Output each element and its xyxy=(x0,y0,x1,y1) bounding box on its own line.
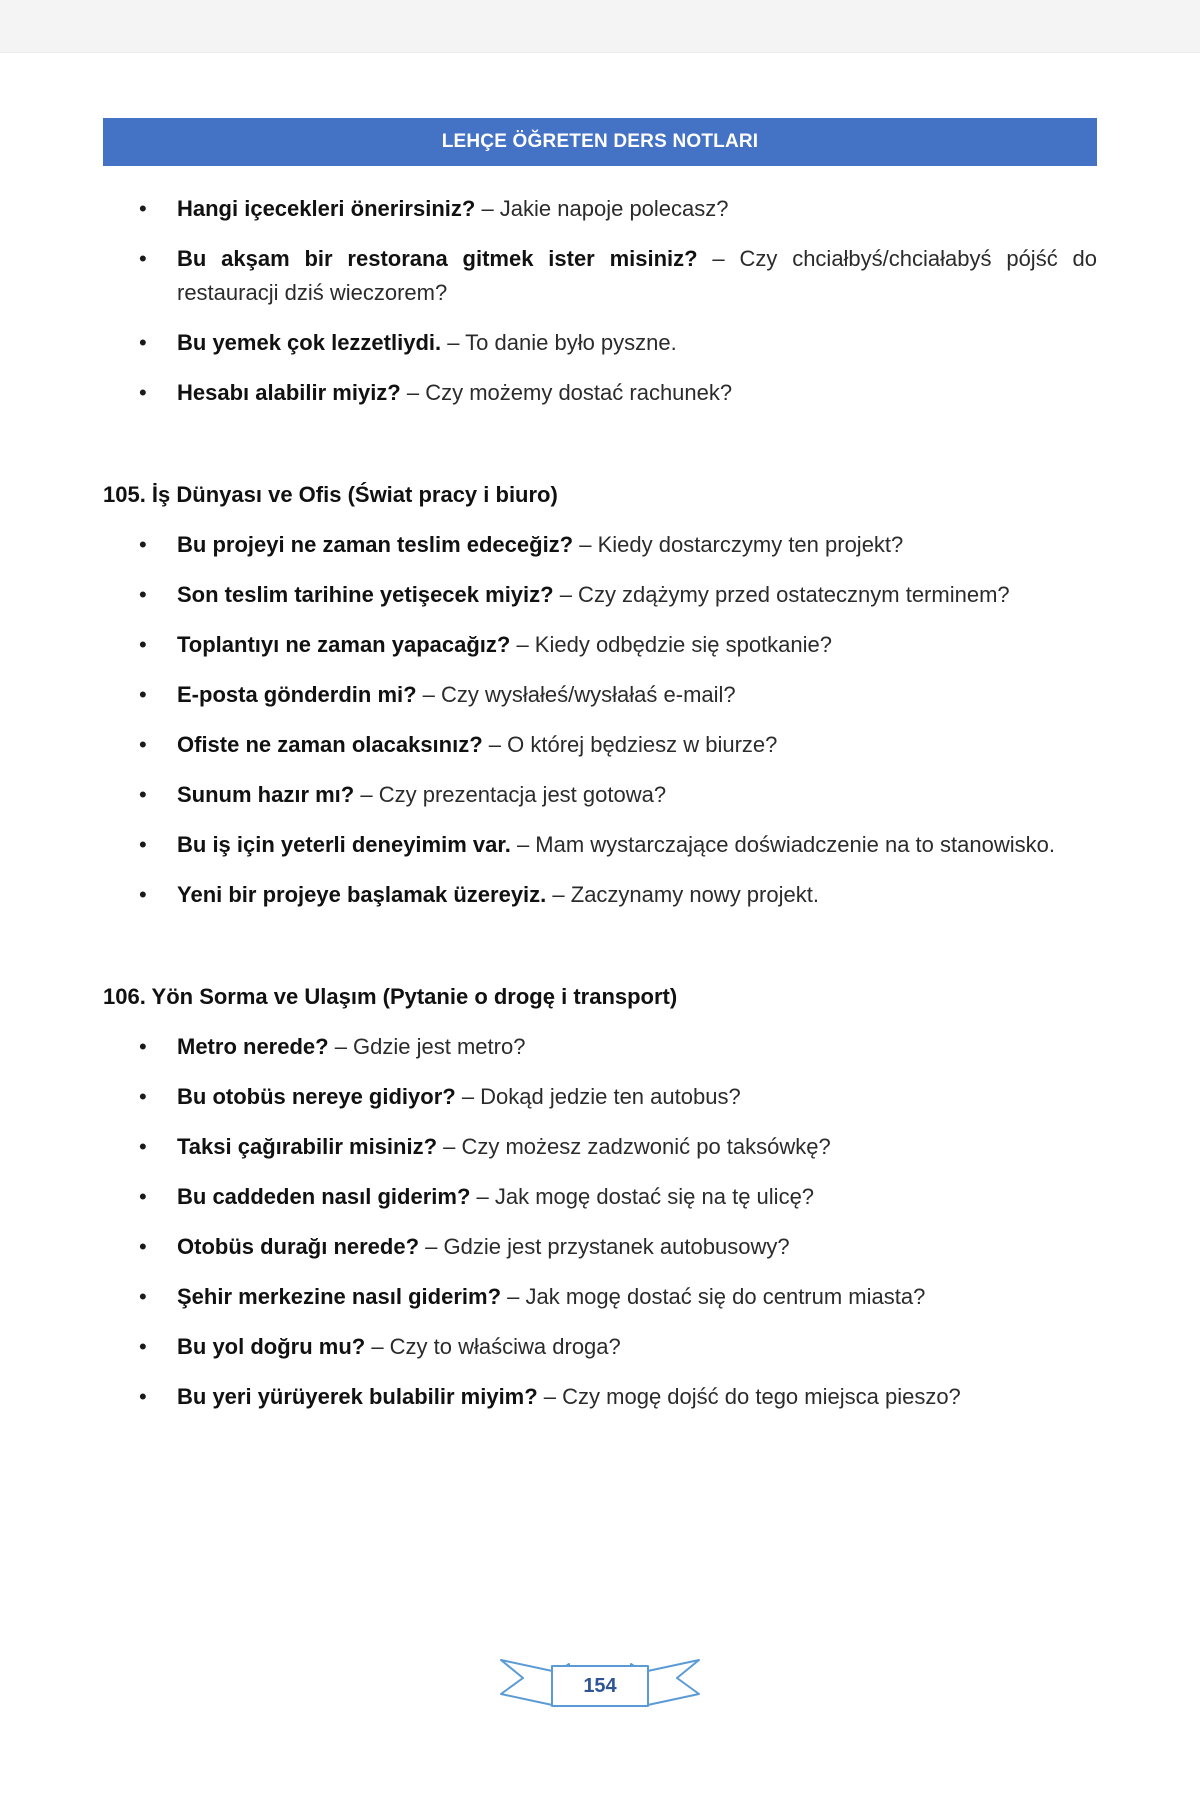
list-item xyxy=(103,1030,1097,1064)
page-number-ribbon xyxy=(497,1652,703,1714)
polish-translation: – Gdzie jest przystanek autobusowy? xyxy=(419,1234,790,1259)
list-item xyxy=(103,1130,1097,1164)
turkish-phrase: Son teslim tarihine yetişecek miyiz? xyxy=(177,582,554,607)
section-spacer xyxy=(103,426,1097,478)
page-number: 154 xyxy=(583,1674,617,1697)
list-item xyxy=(103,1230,1097,1264)
list-item xyxy=(103,376,1097,410)
polish-translation: – Kiedy odbędzie się spotkanie? xyxy=(510,632,833,657)
polish-translation: – Czy prezentacja jest gotowa? xyxy=(354,782,667,807)
header-bar xyxy=(103,118,1097,166)
list-item xyxy=(103,828,1097,862)
turkish-phrase: Metro nerede? xyxy=(177,1034,329,1059)
polish-translation: – Gdzie jest metro? xyxy=(328,1034,526,1059)
section-105-list xyxy=(103,528,1097,912)
polish-translation: – Czy to właściwa droga? xyxy=(365,1334,621,1359)
polish-translation: – Czy zdążymy przed ostatecznym terminem? xyxy=(553,582,1010,607)
turkish-phrase: Bu iş için yeterli deneyimim var. xyxy=(177,832,511,857)
polish-translation: – Czy możemy dostać rachunek? xyxy=(400,380,733,405)
turkish-phrase: E-posta gönderdin mi? xyxy=(177,682,417,707)
turkish-phrase: Sunum hazır mı? xyxy=(177,782,355,807)
list-item xyxy=(103,242,1097,310)
polish-translation: – Jak mogę dostać się na tę ulicę? xyxy=(470,1184,815,1209)
section-106-list xyxy=(103,1030,1097,1414)
list-item xyxy=(103,578,1097,612)
list-item xyxy=(103,1330,1097,1364)
polish-translation: – Czy chciałbyś/chciałabyś pójść do restauracji dziś wieczorem? xyxy=(177,246,1097,305)
top-strip xyxy=(0,0,1200,53)
list-item xyxy=(103,528,1097,562)
header-title: LEHÇE ÖĞRETEN DERS NOTLARI xyxy=(441,131,759,152)
section-0-list xyxy=(103,192,1097,410)
turkish-phrase: Bu otobüs nereye gidiyor? xyxy=(177,1084,456,1109)
polish-translation: – Jakie napoje polecasz? xyxy=(475,196,729,221)
list-item xyxy=(103,728,1097,762)
polish-translation: – Czy możesz zadzwonić po taksówkę? xyxy=(437,1134,831,1159)
list-item xyxy=(103,628,1097,662)
turkish-phrase: Toplantıyı ne zaman yapacağız? xyxy=(177,632,511,657)
turkish-phrase: Taksi çağırabilir misiniz? xyxy=(177,1134,438,1159)
polish-translation: – Jak mogę dostać się do centrum miasta? xyxy=(501,1284,926,1309)
turkish-phrase: Bu akşam bir restorana gitmek ister misiniz? xyxy=(177,246,698,271)
list-item xyxy=(103,778,1097,812)
polish-translation: – Czy mogę dojść do tego miejsca pieszo? xyxy=(537,1384,961,1409)
polish-translation: – O której będziesz w biurze? xyxy=(482,732,778,757)
polish-translation: – To danie było pyszne. xyxy=(441,330,677,355)
list-item xyxy=(103,878,1097,912)
polish-translation: – Mam wystarczające doświadczenie na to stanowisko. xyxy=(510,832,1055,857)
turkish-phrase: Bu yemek çok lezzetliydi. xyxy=(177,330,442,355)
turkish-phrase: Şehir merkezine nasıl giderim? xyxy=(177,1284,502,1309)
list-item xyxy=(103,1180,1097,1214)
turkish-phrase: Yeni bir projeye başlamak üzereyiz. xyxy=(177,882,547,907)
page-content xyxy=(103,192,1097,1430)
turkish-phrase: Bu projeyi ne zaman teslim edeceğiz? xyxy=(177,532,574,557)
turkish-phrase: Bu caddeden nasıl giderim? xyxy=(177,1184,471,1209)
list-item xyxy=(103,326,1097,360)
list-item xyxy=(103,678,1097,712)
list-item xyxy=(103,1380,1097,1414)
list-item xyxy=(103,1080,1097,1114)
section-spacer xyxy=(103,928,1097,980)
list-item xyxy=(103,1280,1097,1314)
list-item xyxy=(103,192,1097,226)
turkish-phrase: Otobüs durağı nerede? xyxy=(177,1234,420,1259)
polish-translation: – Dokąd jedzie ten autobus? xyxy=(455,1084,741,1109)
section-title-106: 106. Yön Sorma ve Ulaşım (Pytanie o drogę i transport) xyxy=(103,984,678,1009)
turkish-phrase: Ofiste ne zaman olacaksınız? xyxy=(177,732,483,757)
section-title-105: 105. İş Dünyası ve Ofis (Świat pracy i biuro) xyxy=(103,482,558,507)
polish-translation: – Kiedy dostarczymy ten projekt? xyxy=(573,532,904,557)
turkish-phrase: Hesabı alabilir miyiz? xyxy=(177,380,401,405)
polish-translation: – Zaczynamy nowy projekt. xyxy=(546,882,819,907)
turkish-phrase: Bu yeri yürüyerek bulabilir miyim? xyxy=(177,1384,538,1409)
polish-translation: – Czy wysłałeś/wysłałaś e-mail? xyxy=(416,682,736,707)
turkish-phrase: Bu yol doğru mu? xyxy=(177,1334,366,1359)
turkish-phrase: Hangi içecekleri önerirsiniz? xyxy=(177,196,476,221)
